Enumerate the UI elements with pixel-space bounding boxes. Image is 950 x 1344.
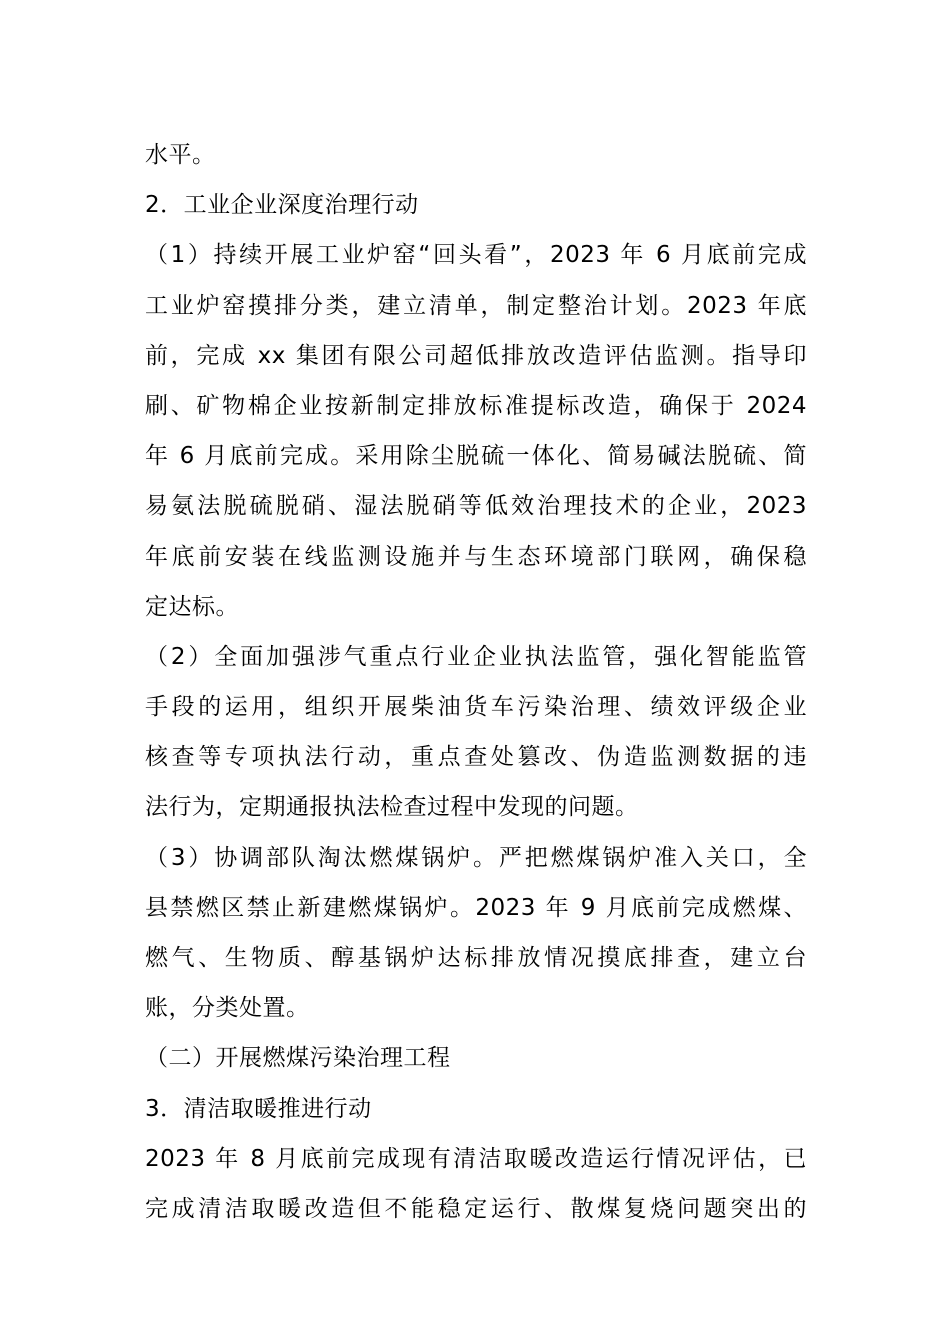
text-line: 水平。 <box>145 142 216 168</box>
text-line: 账，分类处置。 <box>145 995 310 1022</box>
text-line: 核查等专项执法行动，重点查处篡改、伪造监测数据的违 <box>145 744 807 771</box>
text-line: 定达标。 <box>145 593 239 620</box>
section-heading: 3．清洁取暖推进行动 <box>145 1095 372 1122</box>
text-line: 燃气、生物质、醇基锅炉达标排放情况摸底排查，建立台 <box>145 945 807 971</box>
text-line: （2）全面加强涉气重点行业企业执法监管，强化智能监管 <box>145 643 807 670</box>
text-line: 年 6 月底前完成。采用除尘脱硫一体化、简易碱法脱硫、简 <box>145 443 807 470</box>
section-heading: 2．工业企业深度治理行动 <box>145 192 419 219</box>
text-line: 完成清洁取暖改造但不能稳定运行、散煤复烧问题突出的 <box>145 1195 807 1222</box>
text-line: 年底前安装在线监测设施并与生态环境部门联网，确保稳 <box>145 543 807 570</box>
text-line: （3）协调部队淘汰燃煤锅炉。严把燃煤锅炉准入关口，全 <box>145 844 807 871</box>
text-line: 易氨法脱硫脱硝、湿法脱硝等低效治理技术的企业，2023 <box>145 493 807 520</box>
text-line: 手段的运用，组织开展柴油货车污染治理、绩效评级企业 <box>145 694 807 721</box>
text-line: 工业炉窑摸排分类，建立清单，制定整治计划。2023 年底 <box>145 292 807 319</box>
text-line: 2023 年 8 月底前完成现有清洁取暖改造运行情况评估，已 <box>145 1145 807 1172</box>
document-body <box>145 130 807 1234</box>
section-heading: （二）开展燃煤污染治理工程 <box>145 1045 451 1072</box>
text-line: （1）持续开展工业炉窑“回头看”，2023 年 6 月底前完成 <box>145 242 807 269</box>
text-line: 县禁燃区禁止新建燃煤锅炉。2023 年 9 月底前完成燃煤、 <box>145 894 807 921</box>
text-line: 刷、矿物棉企业按新制定排放标准提标改造，确保于 2024 <box>145 392 807 419</box>
text-line: 前，完成 xx 集团有限公司超低排放改造评估监测。指导印 <box>145 342 807 369</box>
text-line: 法行为，定期通报执法检查过程中发现的问题。 <box>145 794 639 821</box>
